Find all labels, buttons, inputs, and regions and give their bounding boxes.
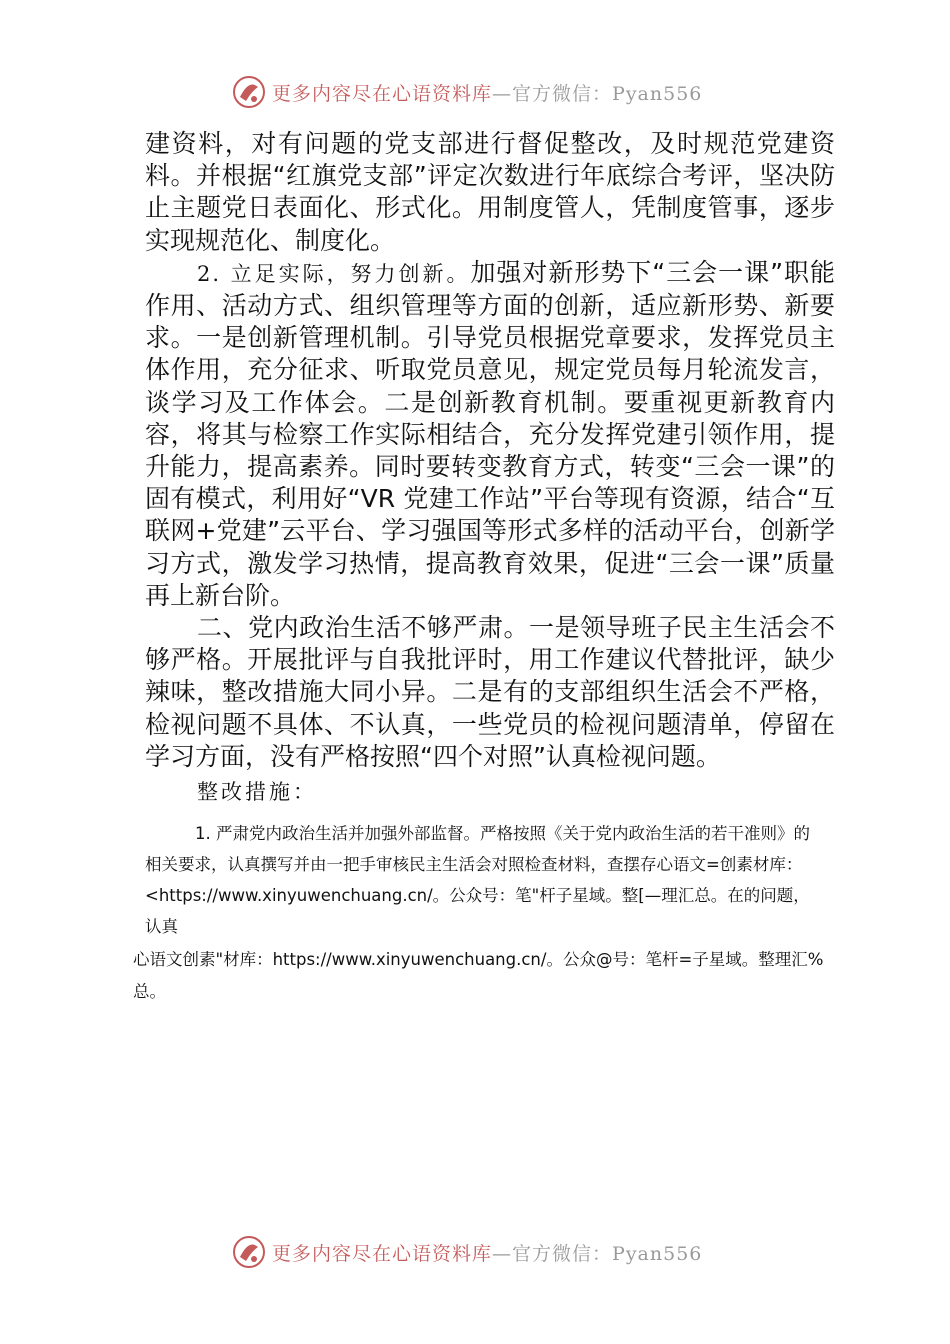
measures-heading: 整改措施： [197,780,317,804]
footer-watermark-banner [232,1232,752,1272]
banner-text: 更多内容尽在心语资料库—官方微信：Pyan556 [272,1242,703,1265]
brand-logo-icon [232,1235,266,1269]
footer-source-note [133,944,833,1008]
header-watermark-banner [232,72,752,112]
paragraph-continued: 建资料，对有问题的党支部进行督促整改，及时规范党建资料。并根据“红旗党支部”评定次数进行年底综合考评，坚决防止主题党日表面化、形式化。用制度管人，凭制度管事，逐步实现规范化、制度化。 [145,129,835,255]
measure-item-1: 1. 严肃党内政治生活并加强外部监督。严格按照《关于党内政治生活的若干准则》的相关要求，认真撰写并由一把手审核民主生活会对照检查材料，查摆存心语文=创素材库：<https://www.xinyuwenchuang.cn/。公众号：笔"杆子星域。整[—理汇总。在的问题，认真 [145,824,810,936]
source-note-text: 心语文创素"材库：https://www.xinyuwenchuang.cn/。公众@号：笔杆=子星域。整理汇%总。 [133,950,824,1001]
paragraph-lead: 2. 立足实际，努力创新。 [197,261,471,286]
banner-text: 更多内容尽在心语资料库—官方微信：Pyan556 [272,82,703,105]
measures-body [145,818,815,942]
paragraph-innovation: 2. 立足实际，努力创新。加强对新形势下“三会一课”职能作用、活动方式、组织管理等方面的创新，适应新形势、新要求。一是创新管理机制。引导党员根据党章要求，发挥党员主体作用，充分征求、听取党员意见，规定党员每月轮流发言，谈学习及工作体会。二是创新教育机制。要重视更新教育内容，将其与检察工作实际相结合，充分发挥党建引领作用，提升能力，提高素养。同时要转变教育方式，转变“三会一课”的固有模式，利用好“VR 党建工作站”平台等现有资源，结合“互联网+党建”云平台、学习强国等形式多样的活动平台，创新学习方式，激发学习热情，提高教育效果，促进“三会一课”质量再上新台阶。 [145,257,835,610]
document-body [145,128,835,773]
brand-logo-icon [232,75,266,109]
paragraph-political-life: 二、党内政治生活不够严肃。一是领导班子民主生活会不够严格。开展批评与自我批评时，用工作建议代替批评，缺少辣味，整改措施大同小异。二是有的支部组织生活会不严格，检视问题不具体、不认真，一些党员的检视问题清单，停留在学习方面，没有严格按照“四个对照”认真检视问题。 [145,613,835,771]
